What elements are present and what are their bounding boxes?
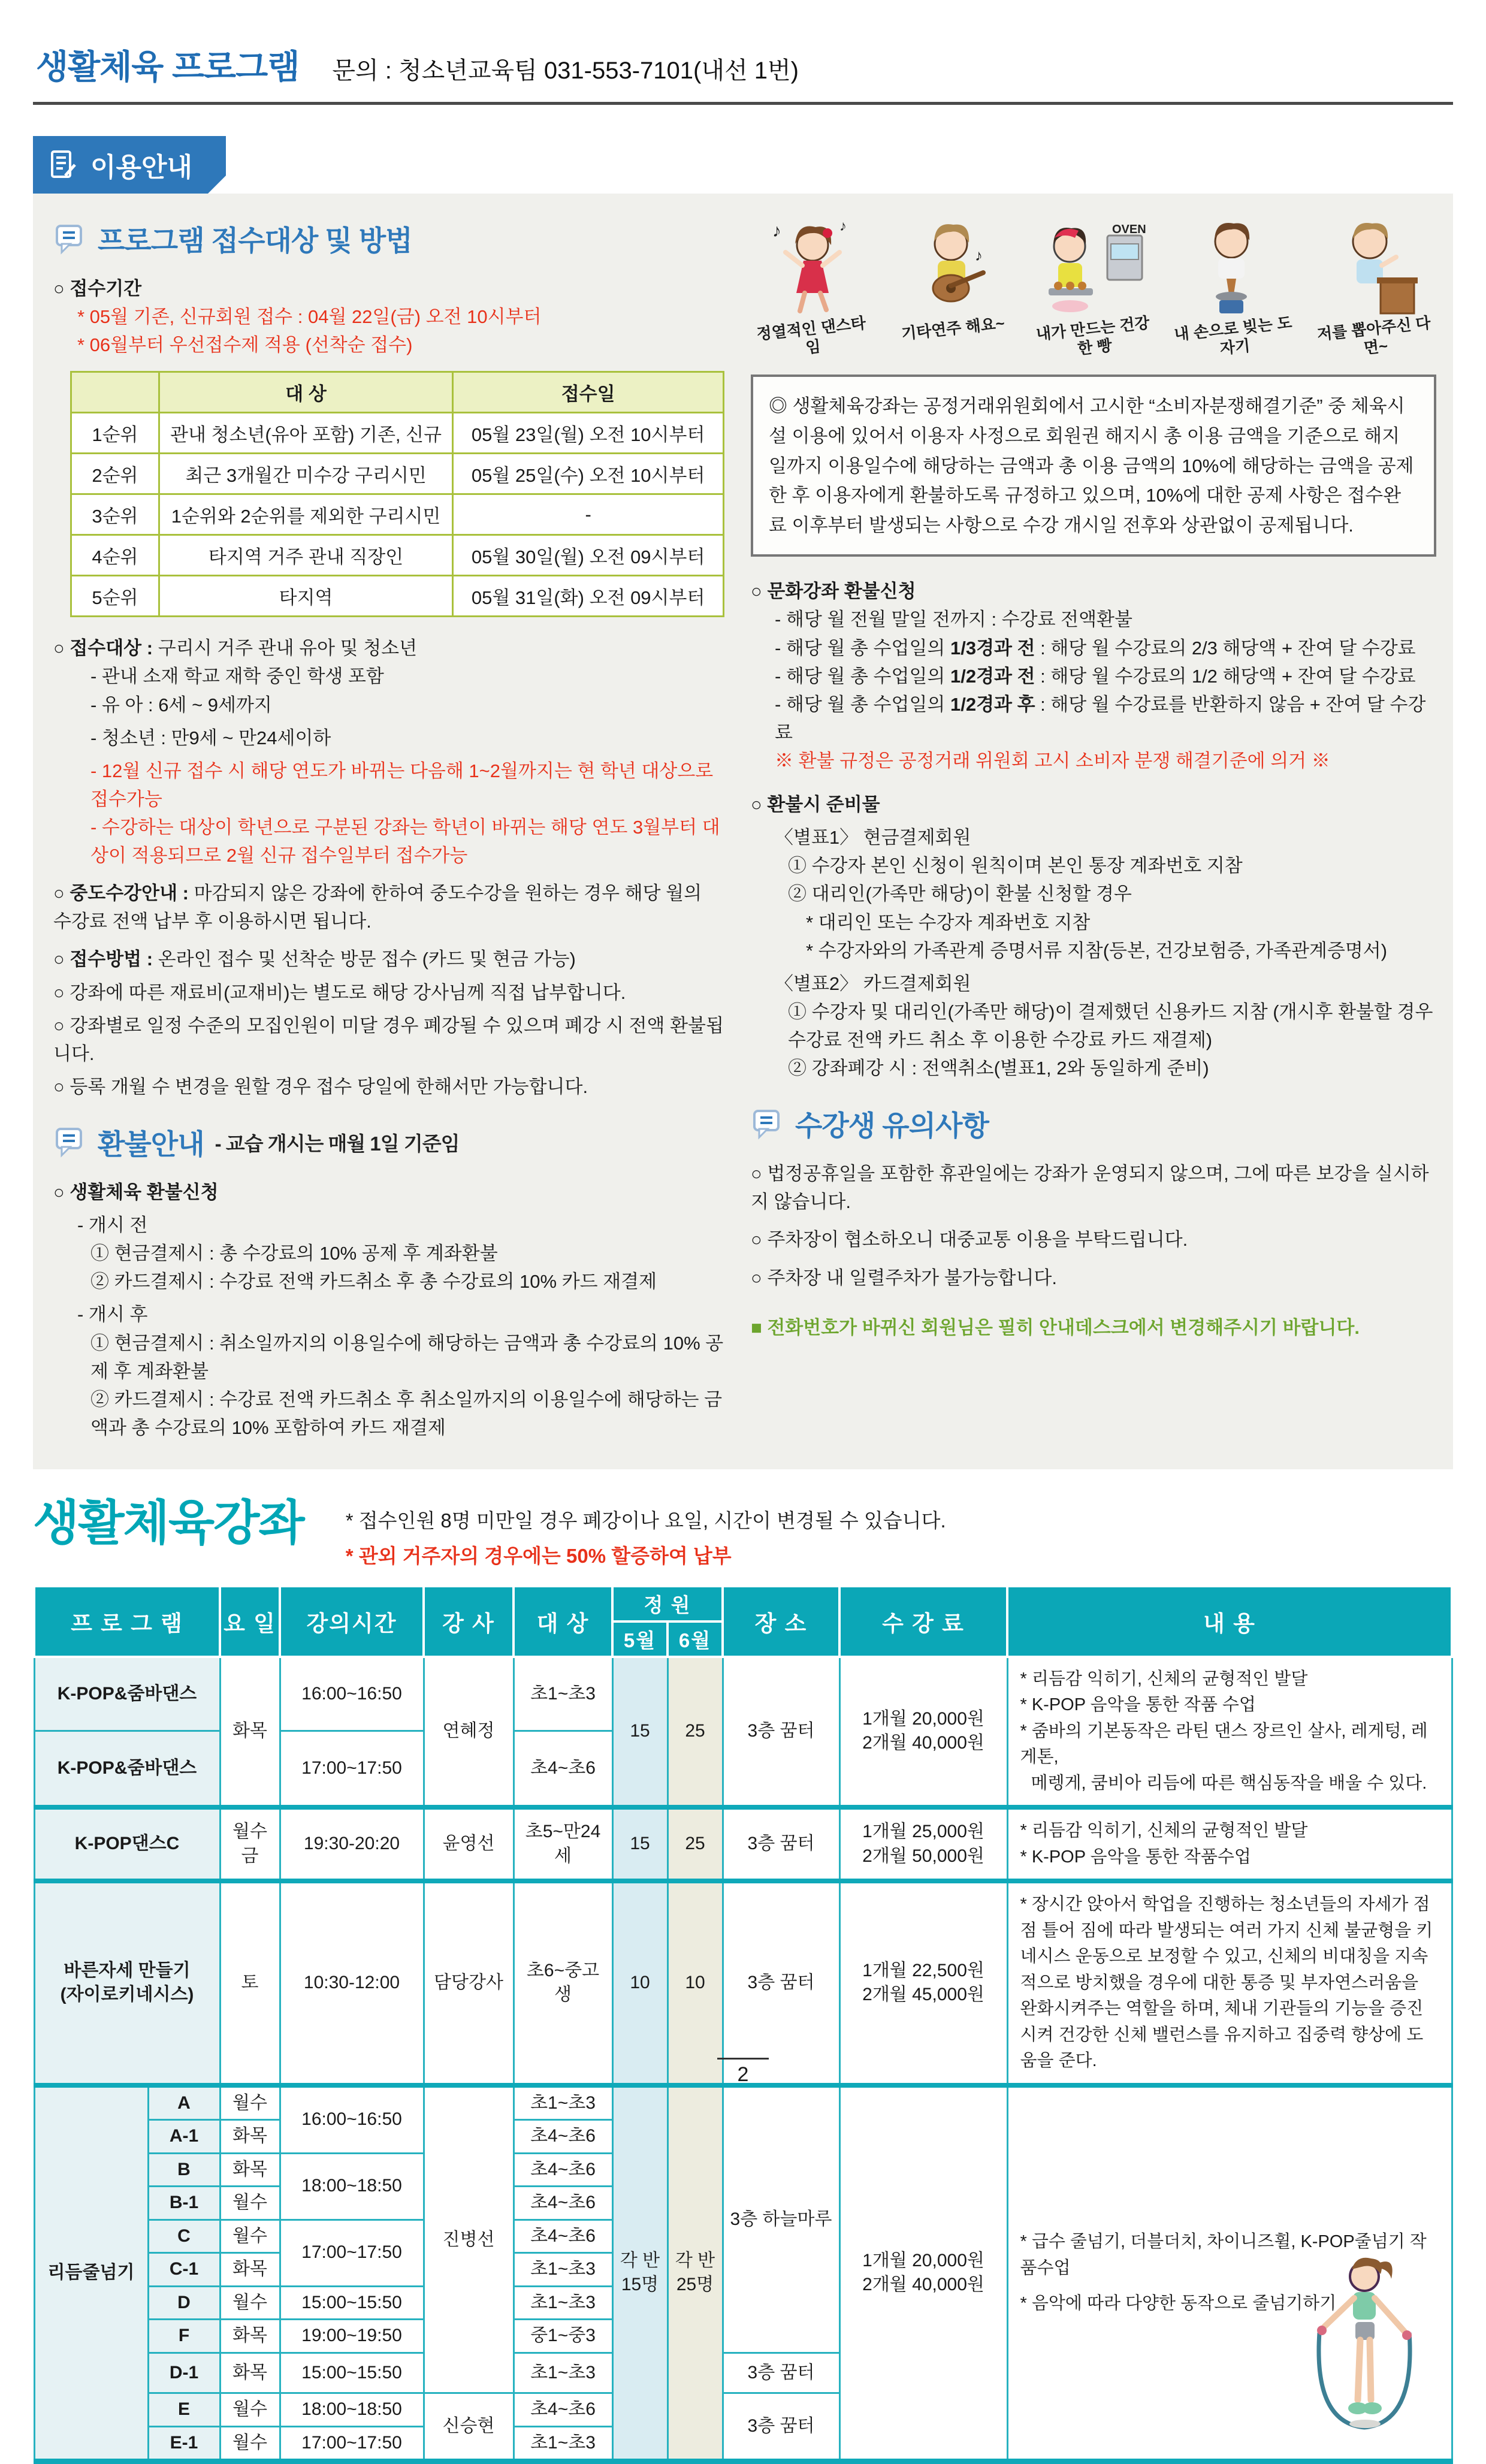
table-cell: 초4~초6: [514, 2120, 612, 2154]
table-row: [34, 1657, 1452, 1731]
table-cell: 19:00~19:50: [280, 2320, 424, 2353]
table-cell: 초1~초3: [514, 2085, 612, 2120]
application-heading-row: [53, 219, 724, 259]
pottery-boy-icon: [1189, 215, 1279, 317]
illustration-caption: 저를 뽑아주신 다면~: [1316, 313, 1431, 358]
table-cell: 초4~초6: [514, 1731, 612, 1808]
courses-note: * 접수인원 8명 미만일 경우 폐강이나 요일, 시간이 변경될 수 있습니다.: [345, 1509, 946, 1532]
prep-label: ○ 환불시 준비물: [751, 794, 880, 816]
table-cell: 3층 꿈터: [723, 1807, 839, 1881]
dancer-illustration: [751, 215, 874, 357]
header-program: 프 로 그 램: [34, 1586, 220, 1657]
program-name: K-POP댄스C: [34, 1807, 220, 1881]
culture-refund-label: ○ 문화강좌 환불신청: [751, 581, 916, 602]
table-cell: 4순위: [71, 535, 159, 576]
table-cell: 18:00~18:50: [280, 2153, 424, 2220]
courses-note-red: * 관외 거주자의 경우에는 50% 할증하여 납부: [345, 1545, 732, 1568]
table-cell: 1순위: [71, 413, 159, 454]
header-fee: 수 강 료: [839, 1586, 1007, 1657]
class-cell: B-1: [148, 2187, 220, 2220]
class-cell: A: [148, 2085, 220, 2120]
table-cell: 신승현: [424, 2393, 514, 2462]
illustration-strip: [751, 215, 1436, 357]
program-name: 바른자세 만들기 (자이로키네시스): [34, 1881, 220, 2085]
period-note: * 05월 기존, 신규회원 접수 : 04월 22일(금) 오전 10시부터: [77, 306, 542, 328]
baking-girl-icon: [1037, 215, 1150, 317]
courses-table: [33, 1585, 1453, 2464]
priority-header-blank: [71, 372, 159, 413]
table-cell: 3층 꿈터: [723, 1657, 839, 1808]
refund-after-item: ② 카드결제시 : 수강료 전액 카드취소 후 취소일까지의 이용일수에 해당하는 금액과 총 수강료의 10% 포함하여 카드 재결제: [90, 1388, 723, 1438]
priority-table: [70, 371, 724, 617]
class-cell: D-1: [148, 2353, 220, 2393]
table-cell: 월수: [220, 2393, 280, 2427]
illustration-caption: 내 손으로 빚는 도자기: [1173, 313, 1293, 358]
refund-after-label: - 개시 후: [77, 1304, 148, 1325]
refund-heading: 환불안내: [98, 1128, 204, 1160]
culture-refund-item: - 해당 월 총 수업일의 1/2경과 후 : 해당 월 수강료를 반환하지 않음 + 잔여 달 수강료: [775, 693, 1426, 743]
prep-item: * 대리인 또는 수강자 계좌번호 지참: [806, 911, 1091, 933]
period-label: ○ 접수기간: [53, 278, 142, 299]
program-name: 리듬줄넘기: [34, 2085, 148, 2462]
header-target: 대 상: [514, 1586, 612, 1657]
svg-text:♪: ♪: [975, 246, 983, 264]
table-header-row: [34, 1586, 1452, 1621]
table-cell: 3층 하늘마루: [723, 2085, 839, 2353]
table-cell: 월수: [220, 2286, 280, 2320]
table-cell: -: [453, 494, 724, 535]
table-cell: 타지역: [159, 576, 452, 617]
program-name: K-POP&줌바댄스: [34, 1657, 220, 1731]
table-cell: 3층 꿈터: [723, 2393, 839, 2462]
dancer-girl-icon: [768, 215, 857, 317]
refund-before-label: - 개시 전: [77, 1215, 148, 1236]
table-cell: 16:00~16:50: [280, 1657, 424, 1731]
target-line: ○ 접수대상 : 구리시 거주 관내 유아 및 청소년: [53, 638, 418, 659]
priority-header-target: 대 상: [159, 372, 452, 413]
header-time: 강의시간: [280, 1586, 424, 1657]
class-cell: C: [148, 2220, 220, 2253]
courses-notes: [346, 1497, 946, 1574]
table-row: [34, 2085, 1452, 2120]
table-cell: 초5~만24세: [514, 1807, 612, 1881]
document-header: [33, 30, 1453, 105]
midway-line: ○ 중도수강안내 : 마감되지 않은 강좌에 한하여 중도수강을 원하는 경우 해당 월의 수강료 전액 납부 후 이용하시면 됩니다.: [53, 883, 702, 932]
table-cell: 2순위: [71, 454, 159, 494]
student-note: ○ 법정공휴일을 포함한 휴관일에는 강좌가 운영되지 않으며, 그에 따른 보강을 실시하지 않습니다.: [751, 1163, 1429, 1213]
podium-illustration: [1313, 215, 1436, 357]
courses-title: 생활체육강좌: [33, 1496, 304, 1550]
table-row: [71, 413, 724, 454]
table-cell: 화목: [220, 2253, 280, 2287]
table-cell: 화목: [220, 2153, 280, 2187]
table-cell: 초1~초3: [514, 2353, 612, 2393]
baking-illustration: [1032, 215, 1155, 357]
podium-boy-icon: [1330, 215, 1420, 317]
table-cell: 3순위: [71, 494, 159, 535]
guide-left-column: [53, 215, 724, 1442]
fee-cell: 1개월 20,000원 2개월 40,000원: [839, 1657, 1007, 1808]
illustration-caption: 내가 만드는 건강한 빵: [1035, 313, 1150, 358]
etc-item: ○ 강좌별로 일정 수준의 모집인원이 미달 경우 폐강될 수 있으며 폐강 시 전액 환불됩니다.: [53, 1014, 724, 1064]
table-cell: 중1~중3: [514, 2320, 612, 2353]
table-cell: 3층 꿈터: [723, 1881, 839, 2085]
table-cell: 각 반 25명: [668, 2085, 723, 2462]
page-number: 2: [717, 2058, 769, 2086]
etc-item: ○ 등록 개월 수 변경을 원할 경우 접수 당일에 한해서만 가능합니다.: [53, 1076, 588, 1097]
pottery-illustration: [1173, 215, 1295, 357]
jump-rope-girl-icon: [1301, 2243, 1427, 2441]
table-cell: 담당강사: [424, 1881, 514, 2085]
table-cell: 19:30-20:20: [280, 1807, 424, 1881]
illustration-caption: 기타연주 해요~: [900, 314, 1005, 343]
table-cell: 1순위와 2순위를 제외한 구리시민: [159, 494, 452, 535]
table-cell: 16:00~16:50: [280, 2085, 424, 2154]
page-footer: [0, 2058, 1486, 2086]
header-june: 6월: [668, 1621, 723, 1657]
guitar-boy-icon: [908, 215, 998, 317]
table-cell: 17:00~17:50: [280, 2220, 424, 2286]
student-note: ○ 주차장 내 일렬주차가 불가능합니다.: [751, 1267, 1057, 1288]
speech-bubble-icon: [53, 1125, 87, 1159]
prep-item: ① 수강자 및 대리인(가족만 해당)이 결제했던 신용카드 지참 (개시후 환불할 경우 수강료 전액 카드 취소 후 이용한 수강료 카드 재결제): [788, 1001, 1433, 1050]
student-notes-heading: 수강생 유의사항: [795, 1110, 989, 1142]
table-cell: 15:00~15:50: [280, 2353, 424, 2393]
header-place: 장 소: [723, 1586, 839, 1657]
table-cell: 15: [612, 1657, 668, 1808]
table-cell: 윤영선: [424, 1807, 514, 1881]
table-cell: 초4~초6: [514, 2393, 612, 2427]
speech-bubble-icon: [751, 1107, 784, 1141]
table-cell: 25: [668, 1657, 723, 1808]
refund-heading-note: - 교습 개시는 매월 1일 기준임: [215, 1132, 460, 1155]
page-title: 생활체육 프로그램: [36, 48, 300, 86]
table-cell: 월수금: [220, 1807, 280, 1881]
class-cell: F: [148, 2320, 220, 2353]
table-cell: 05월 31일(화) 오전 09시부터: [453, 576, 724, 617]
table-cell: 화목: [220, 2353, 280, 2393]
table-row: [34, 1881, 1452, 2085]
table-cell: 05월 30일(월) 오전 09시부터: [453, 535, 724, 576]
courses-header: [33, 1497, 1453, 1574]
prep-item: * 수강자와의 가족관계 증명서류 지참(등본, 건강보험증, 가족관계증명서): [806, 940, 1388, 961]
class-cell: C-1: [148, 2253, 220, 2287]
content-cell: * 리듬감 익히기, 신체의 균형적인 발달 * K-POP 음악을 통한 작품수업: [1007, 1807, 1452, 1881]
fair-trade-notice-box: ◎ 생활체육강좌는 공정거래위원회에서 고시한 “소비자분쟁해결기준” 중 체육시설 이용에 있어서 이용자 사정으로 회원권 해지시 총 이용 금액을 기준으로 해지 일까지 이용일수에 해당하는 금액과 총 이용 금액의 10%에 해당하는 금액을 공제한 후 이용자에게 환불하도록 규정하고 있으며, 10%에 대한 공제 사항은 접수완료 이후부터 발생되는 사항으로 수강 개시일 전후와 상관없이 공제됩니다.: [751, 375, 1436, 557]
refund-sub-label: ○ 생활체육 환불신청: [53, 1181, 219, 1203]
refund-after-item: ① 현금결제시 : 취소일까지의 이용일수에 해당하는 금액과 총 수강료의 10% 공제 후 계좌환불: [90, 1332, 724, 1382]
speech-bubble-icon: [53, 222, 87, 256]
table-cell: 초1~초3: [514, 1657, 612, 1731]
illustration-caption: 정열적인 댄스타임: [756, 313, 867, 357]
table-cell: 18:00~18:50: [280, 2393, 424, 2427]
table-row: [71, 535, 724, 576]
table-cell: 토: [220, 1881, 280, 2085]
culture-refund-item: - 해당 월 총 수업일의 1/2경과 전 : 해당 월 수강료의 1/2 해당액 + 잔여 달 수강료: [775, 665, 1416, 687]
table-cell: 월수: [220, 2187, 280, 2220]
prep-item: ② 대리인(가족만 해당)이 환불 신청할 경우: [788, 883, 1132, 905]
guide-right-column: [751, 215, 1436, 1442]
header-content: 내 용: [1007, 1586, 1452, 1657]
table-cell: 화목: [220, 2120, 280, 2154]
refund-before-item: ① 현금결제시 : 총 수강료의 10% 공제 후 계좌환불: [90, 1243, 498, 1264]
table-cell: 월수: [220, 2426, 280, 2462]
priority-header-date: 접수일: [453, 372, 724, 413]
table-cell: 17:00~17:50: [280, 2426, 424, 2462]
refund-heading-row: [53, 1122, 724, 1162]
table-cell: 초1~초3: [514, 2426, 612, 2462]
table-cell: 관내 청소년(유아 포함) 기존, 신규: [159, 413, 452, 454]
oven-label: OVEN: [1112, 223, 1146, 236]
header-may: 5월: [612, 1621, 668, 1657]
class-cell: A-1: [148, 2120, 220, 2154]
target-note-red: - 12월 신규 접수 시 해당 연도가 바뀌는 다음해 1~2월까지는 현 학년 대상으로 접수가능: [90, 760, 714, 810]
content-cell: * 장시간 앉아서 학업을 진행하는 청소년들의 자세가 점점 틀어 짐에 따라 발생되는 여러 가지 신체 불균형을 키네시스 운동으로 보정할 수 있고, 신체의 비대칭을 지속적으로 방치했을 경우에 대한 통증 및 부자연스러움을 완화시켜주는 역할을 하며, 체내 기관들의 기능을 증진시켜 건강한 신체 밸런스를 유지하고 집중력 향상에 도움을 준다.: [1007, 1881, 1452, 2085]
target-note: - 청소년 : 만9세 ~ 만24세이하: [90, 727, 331, 748]
header-quota: 정 원: [612, 1586, 723, 1621]
svg-text:♪: ♪: [772, 221, 781, 241]
table-cell: 화목: [220, 1657, 280, 1808]
phone-change-notice: ■ 전화번호가 바뀌신 회원님은 필히 안내데스크에서 변경해주시기 바랍니다.: [751, 1316, 1360, 1338]
table-cell: 10:30-12:00: [280, 1881, 424, 2085]
table-cell: 연혜정: [424, 1657, 514, 1808]
table-cell: 진병선: [424, 2085, 514, 2393]
table-row: [71, 576, 724, 617]
table-cell: 타지역 거주 관내 직장인: [159, 535, 452, 576]
prep2-title: 〈별표2〉 카드결제회원: [775, 973, 971, 994]
prep-item: ① 수강자 본인 신청이 원칙이며 본인 통장 계좌번호 지참: [788, 855, 1243, 877]
class-cell: B: [148, 2153, 220, 2187]
table-cell: 15:00~15:50: [280, 2286, 424, 2320]
table-row: [71, 494, 724, 535]
fee-cell: 1개월 25,000원 2개월 50,000원: [839, 1807, 1007, 1881]
content-cell: * 리듬감 익히기, 신체의 균형적인 발달 * K-POP 음악을 통한 작품 수업 * 줌바의 기본동작은 라틴 댄스 장르인 살사, 레게텅, 레게톤, 메렝게, 쿰비아 리듬에 따른 핵심동작을 배울 수 있다.: [1007, 1657, 1452, 1808]
table-row: [71, 454, 724, 494]
table-cell: 3층 꿈터: [723, 2353, 839, 2393]
usage-guide-badge: [33, 136, 226, 194]
etc-item: ○ 강좌에 따른 재료비(교재비)는 별도로 해당 강사님께 직접 납부합니다.: [53, 982, 626, 1003]
refund-before-item: ② 카드결제시 : 수강료 전액 카드취소 후 총 수강료의 10% 카드 재결제: [90, 1271, 657, 1293]
culture-refund-note: ※ 환불 규정은 공정거래 위원회 고시 소비자 분쟁 해결기준에 의거 ※: [775, 750, 1330, 771]
usage-guide-panel: [33, 194, 1453, 1469]
header-teacher: 강 사: [424, 1586, 514, 1657]
table-cell: 15: [612, 1807, 668, 1881]
fee-cell: 1개월 22,500원 2개월 45,000원: [839, 1881, 1007, 2085]
program-name: K-POP&줌바댄스: [34, 1731, 220, 1808]
table-row: [34, 1807, 1452, 1881]
period-note: * 06월부터 우선접수제 적용 (선착순 접수): [77, 334, 413, 356]
class-cell: E-1: [148, 2426, 220, 2462]
target-note-red: - 수강하는 대상이 학년으로 구분된 강좌는 학년이 바뀌는 해당 연도 3월부터 대상이 적용되므로 2월 신규 접수일부터 접수가능: [90, 816, 720, 866]
student-notes-heading-row: [751, 1104, 1436, 1144]
table-cell: 초4~초6: [514, 2153, 612, 2187]
table-cell: 25: [668, 1807, 723, 1881]
table-cell: 5순위: [71, 576, 159, 617]
document-pencil-icon: [49, 149, 80, 180]
usage-guide-badge-label: 이용안내: [90, 153, 193, 182]
method-line: ○ 접수방법 : 온라인 접수 및 선착순 방문 접수 (카드 및 현금 가능): [53, 949, 576, 970]
table-cell: 05월 23일(월) 오전 10시부터: [453, 413, 724, 454]
table-cell: 최근 3개월간 미수강 구리시민: [159, 454, 452, 494]
content-cell: * 급수 줄넘기, 더블더치, 차이니즈휠, K-POP줄넘기 작품수업 * 음악에 따라 다양한 동작으로 줄넘기하기: [1007, 2085, 1452, 2462]
guitar-illustration: [892, 215, 1014, 343]
culture-refund-item: - 해당 월 전월 말일 전까지 : 수강료 전액환불: [775, 609, 1132, 630]
culture-refund-item: - 해당 월 총 수업일의 1/3경과 전 : 해당 월 수강료의 2/3 해당액 + 잔여 달 수강료: [775, 637, 1416, 659]
class-cell: E: [148, 2393, 220, 2427]
table-cell: 초4~초6: [514, 2220, 612, 2253]
table-cell: 화목: [220, 2320, 280, 2353]
table-cell: 월수: [220, 2085, 280, 2120]
table-cell: 17:00~17:50: [280, 1731, 424, 1808]
table-cell: 초4~초6: [514, 2187, 612, 2220]
prep-item: ② 강좌폐강 시 : 전액취소(별표1, 2와 동일하게 준비): [788, 1058, 1209, 1079]
table-cell: 초1~초3: [514, 2253, 612, 2287]
table-cell: 10: [612, 1881, 668, 2085]
table-cell: 초6~중고생: [514, 1881, 612, 2085]
prep1-title: 〈별표1〉 현금결제회원: [775, 827, 971, 848]
class-cell: D: [148, 2286, 220, 2320]
table-cell: 05월 25일(수) 오전 10시부터: [453, 454, 724, 494]
target-note: - 유 아 : 6세 ~ 9세까지: [90, 694, 272, 715]
table-row: [71, 372, 724, 413]
contact-info: 문의 : 청소년교육팀 031-553-7101(내선 1번): [332, 58, 799, 84]
target-note: - 관내 소재 학교 재학 중인 학생 포함: [90, 666, 384, 687]
header-day: 요 일: [220, 1586, 280, 1657]
fee-cell: 1개월 20,000원 2개월 40,000원: [839, 2085, 1007, 2462]
application-heading: 프로그램 접수대상 및 방법: [98, 225, 412, 256]
student-note: ○ 주차장이 협소하오니 대중교통 이용을 부탁드립니다.: [751, 1229, 1188, 1251]
table-cell: 초1~초3: [514, 2286, 612, 2320]
table-cell: 10: [668, 1881, 723, 2085]
table-cell: 각 반 15명: [612, 2085, 668, 2462]
table-cell: 월수: [220, 2220, 280, 2253]
svg-text:♪: ♪: [839, 218, 847, 234]
